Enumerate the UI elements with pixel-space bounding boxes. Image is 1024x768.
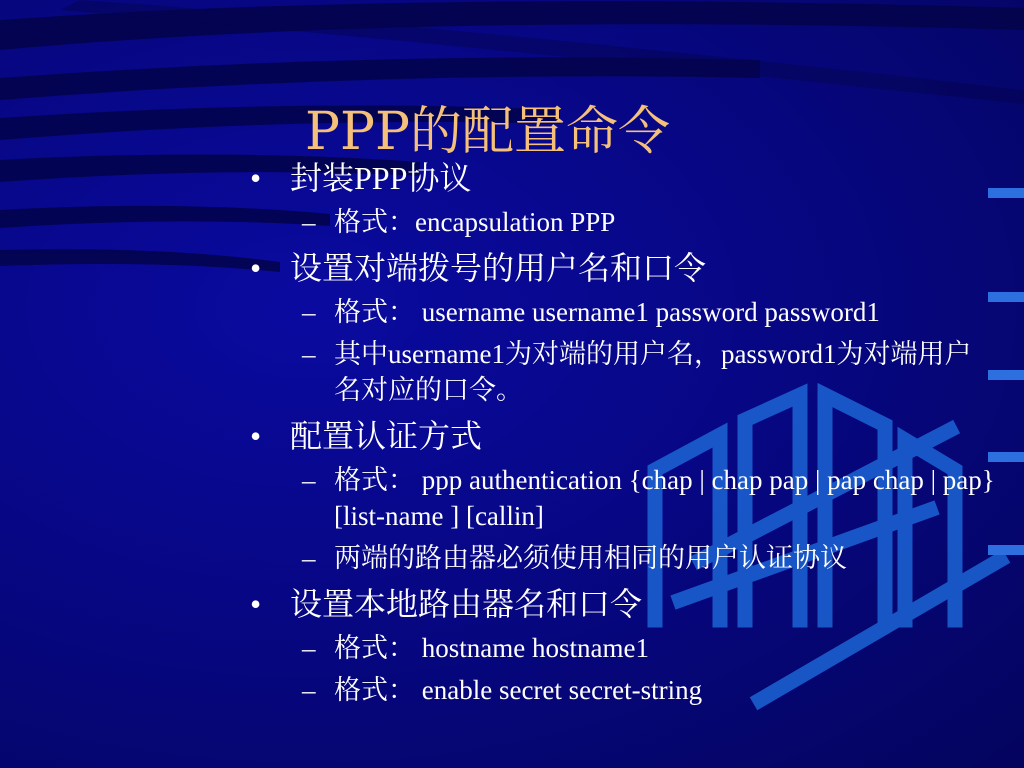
dash-symbol: – <box>302 297 316 327</box>
dash-symbol: – <box>302 207 316 237</box>
dash-symbol: – <box>302 633 316 663</box>
dash-symbol: – <box>302 675 316 705</box>
sub-item <box>250 294 995 330</box>
bullet-symbol: • <box>250 250 262 286</box>
bullet-item <box>250 158 995 198</box>
bullet-item <box>250 584 995 624</box>
sub-text: 两端的路由器必须使用相同的用户认证协议 <box>334 543 847 573</box>
sub-item <box>250 540 995 576</box>
dash-symbol: – <box>302 465 316 495</box>
bullet-text: 设置对端拨号的用户名和口令 <box>290 250 707 286</box>
bullet-text: 配置认证方式 <box>290 418 483 454</box>
sub-item <box>250 204 995 240</box>
bullet-list <box>250 150 995 708</box>
bullet-text: 封装PPP协议 <box>290 160 472 196</box>
slide-title: PPP的配置命令 <box>305 102 670 162</box>
sub-item <box>250 630 995 666</box>
sub-text: 格式： enable secret secret-string <box>334 675 703 705</box>
sub-text: 格式： hostname hostname1 <box>334 633 649 663</box>
sub-item <box>250 462 995 534</box>
dash-symbol: – <box>302 543 316 573</box>
sub-text: 格式： ppp authentication {chap | chap pap | pap chap | pap} [list-name ] [callin] <box>334 465 995 531</box>
bullet-text: 设置本地路由器名和口令 <box>290 586 643 622</box>
sub-item <box>250 672 995 708</box>
dash-symbol: – <box>302 339 316 369</box>
bullet-symbol: • <box>250 418 262 454</box>
bullet-item <box>250 248 995 288</box>
sub-text: 其中username1为对端的用户名，password1为对端用户名对应的口令。 <box>334 339 972 405</box>
sub-item <box>250 336 995 408</box>
bullet-item <box>250 416 995 456</box>
sub-text: 格式： username username1 password password1 <box>334 297 880 327</box>
bullet-symbol: • <box>250 586 262 622</box>
bullet-symbol: • <box>250 160 262 196</box>
sub-text: 格式：encapsulation PPP <box>334 207 616 237</box>
